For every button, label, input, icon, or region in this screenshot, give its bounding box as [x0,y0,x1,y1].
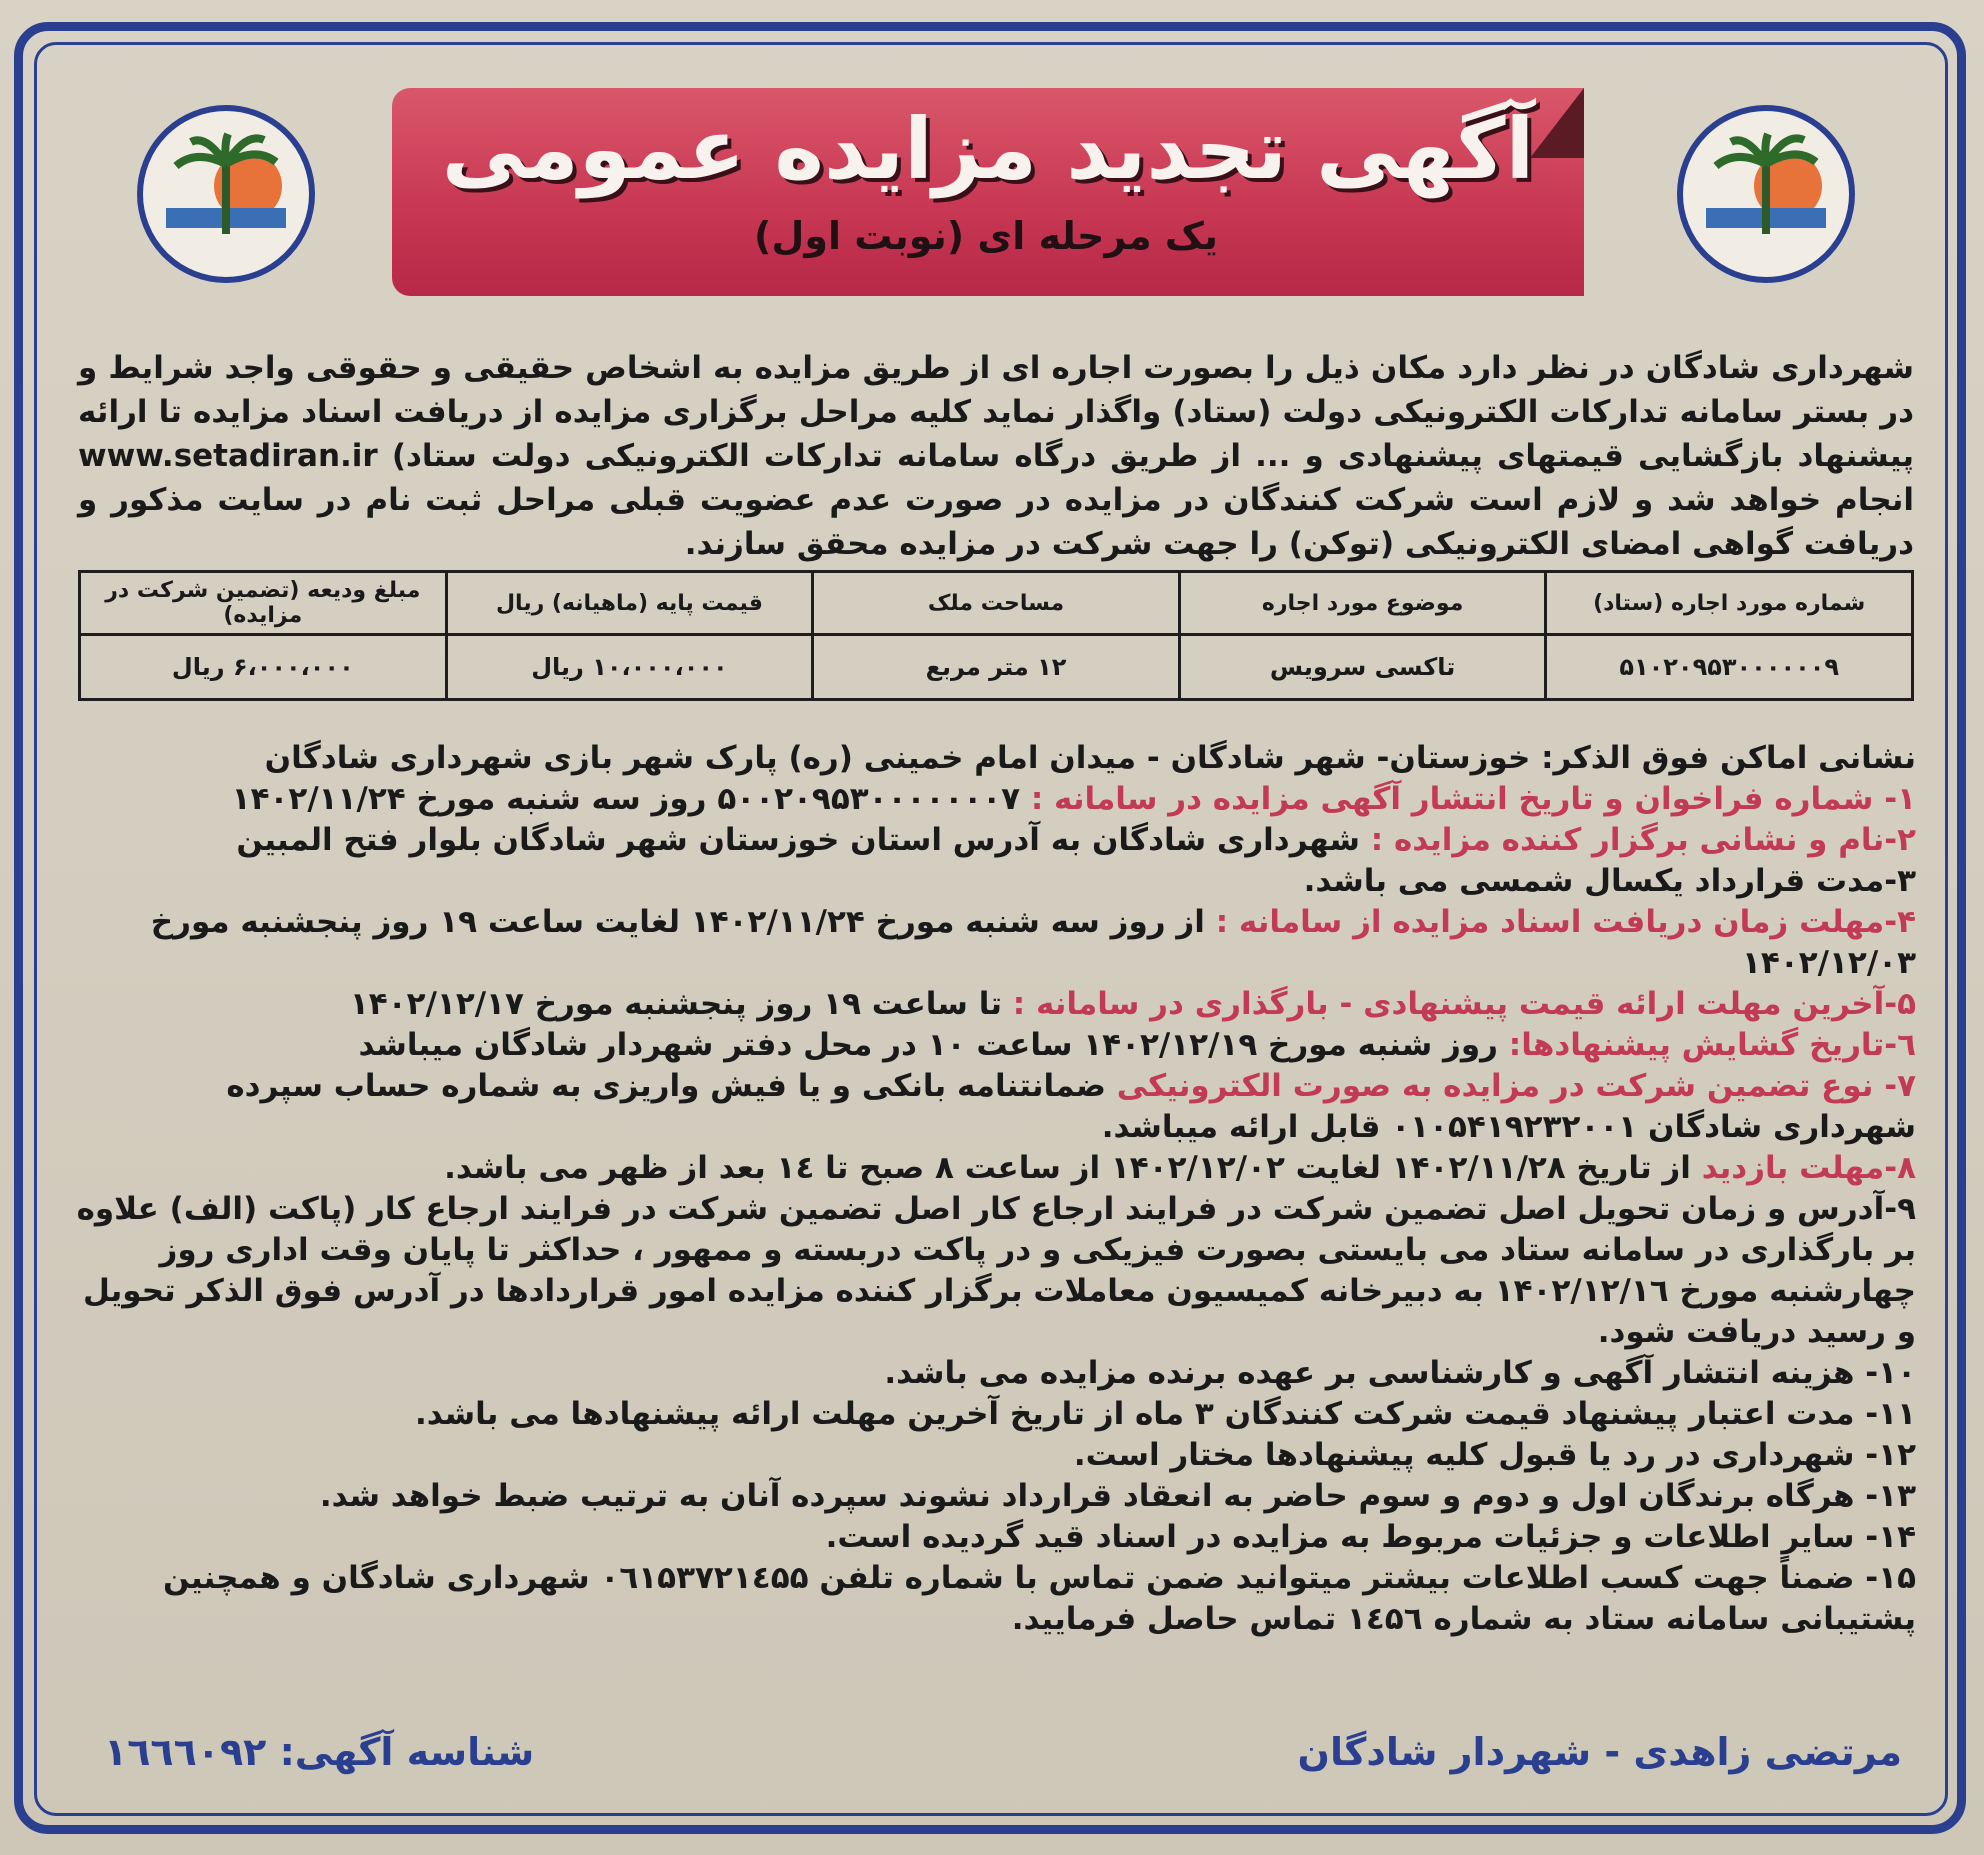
item-label: ٦-تاریخ گشایش پیشنهادها: [1508,1027,1916,1063]
intro-text-end: انجام خواهد شد و لازم است شرکت کنندگان در مزایده در صورت عدم عضویت قبلی مراحل ثبت نام در سایت مذکور و دریافت گواهی امضای الکترونیکی (توکن) را جهت شرکت در مزایده محقق سازند. [78,482,1914,562]
item-text: ۱۳- هرگاه برندگان اول و دوم و سوم حاضر به انعقاد قرارداد نشوند سپرده آنان به ترتیب ضبط خواهد شد. [319,1478,1916,1514]
item-text: ضمانتنامه بانکی و یا فیش واریزی به شماره حساب سپرده شهرداری شادگان ۰۱۰۵۴۱۹۲۳۲۰۰۱ قابل ارائه میباشد. [226,1068,1916,1145]
item-label: ۷- نوع تضمین شرکت در مزایده به صورت الکترونیکی [1116,1068,1916,1104]
cell-area: ۱۲ متر مربع [813,635,1180,700]
ad-id: شناسه آگهی: ۱٦٦٦۰۹۲ [104,1730,535,1774]
item-text: ۱۲- شهرداری در رد یا قبول کلیه پیشنهادها مختار است. [1073,1437,1916,1473]
col-header-area: مساحت ملک [813,572,1180,635]
list-item [76,1353,1916,1394]
list-item [76,861,1916,902]
table-header-row [80,572,1913,635]
cell-deposit: ۶،۰۰۰،۰۰۰ ریال [80,635,447,700]
ad-subtitle: یک مرحله ای (نوبت اول) [754,214,1218,258]
conditions-list [76,738,1916,1640]
list-item [76,820,1916,861]
cell-subject: تاکسی سرویس [1179,635,1546,700]
item-text: تا ساعت ۱۹ روز پنجشنبه مورخ ۱۴۰۲/۱۲/۱۷ [349,986,1002,1022]
item-text: شهرداری شادگان به آدرس استان خوزستان شهر شادگان بلوار فتح المبین [236,822,1360,858]
item-text: از روز سه شنبه مورخ ۱۴۰۲/۱۱/۲۴ لغایت ساعت ۱۹ روز پنجشنبه مورخ ۱۴۰۲/۱۲/۰۳ [150,904,1916,981]
item-text: روز شنبه مورخ ۱۴۰۲/۱۲/۱۹ ساعت ۱۰ در محل دفتر شهردار شادگان میباشد [358,1027,1498,1063]
item-text: ۵۰۰۲۰۹۵۳۰۰۰۰۰۰۰۷ روز سه شنبه مورخ ۱۴۰۲/۱۱/۲۴ [231,781,1021,817]
list-item [76,1148,1916,1189]
list-item [76,902,1916,984]
table-row [80,635,1913,700]
cell-setad-number: ۵۱۰۲۰۹۵۳۰۰۰۰۰۰۹ [1546,635,1913,700]
item-label: ۴-مهلت زمان دریافت اسناد مزایده از سامانه : [1215,904,1916,940]
item-text: ۳-مدت قرارداد یکسال شمسی می باشد. [1303,863,1916,899]
item-text: ۹-آدرس و زمان تحویل اصل تضمین شرکت در فرایند ارجاع کار اصل تضمین شرکت در فرایند ارجاع کار (پاکت (الف) علاوه بر بارگذاری در سامانه ستاد می بایستی بصورت فیزیکی و در پاکت دربسته و ممهور ، حداکثر تا پایان وقت اداری روز چهارشنبه مورخ ۱۴۰۲/۱۲/۱٦ به دبیرخانه کمیسیون معاملات برگزار کننده مزایده امور قراردادها در آدرس فوق الذکر تحویل و رسید دریافت شود. [76,1191,1916,1350]
list-item [76,1394,1916,1435]
list-item [76,1189,1916,1353]
list-item [76,984,1916,1025]
ad-title: آگهی تجدید مزایده عمومی [441,100,1535,198]
item-text: ۱۱- مدت اعتبار پیشنهاد قیمت شرکت کنندگان ۳ ماه از تاریخ آخرین مهلت ارائه پیشنهادها می باشد. [414,1396,1916,1432]
lease-table [78,570,1914,701]
item-label: ۵-آخرین مهلت ارائه قیمت پیشنهادی - بارگذاری در سامانه : [1012,986,1916,1022]
municipality-logo-right [1676,104,1856,284]
col-header-base-price: قیمت پایه (ماهیانه) ریال [446,572,813,635]
item-text: ۱۵- ضمناً جهت کسب اطلاعات بیشتر میتوانید ضمن تماس با شماره تلفن ۰٦۱۵۳۷۲۱٤۵۵ شهرداری شادگان و همچنین پشتیبانی سامانه ستاد به شماره ١٤۵٦ تماس حاصل فرمایید. [162,1560,1916,1637]
signatory: مرتضی زاهدی - شهردار شادگان [1297,1730,1902,1774]
item-text: ۱۰- هزینه انتشار آگهی و کارشناسی بر عهده برنده مزایده می باشد. [884,1355,1916,1391]
col-header-subject: موضوع مورد اجاره [1179,572,1546,635]
item-text: از تاریخ ۱۴۰۲/۱۱/۲۸ لغایت ۱۴۰۲/۱۲/۰۲ از ساعت ۸ صبح تا ١٤ بعد از ظهر می باشد. [444,1150,1691,1186]
list-item [76,1476,1916,1517]
list-item [76,1435,1916,1476]
item-label: ۲-نام و نشانی برگزار کننده مزایده : [1370,822,1916,858]
intro-text: شهرداری شادگان در نظر دارد مکان ذیل را بصورت اجاره ای از طریق مزایده به اشخاص حقیقی و حقوقی واجد شرایط و در بستر سامانه تدارکات الکترونیکی دولت (ستاد) واگذار نماید کلیه مراحل برگزاری مزایده از دریافت اسناد مزایده تا ارائه پیشنهاد بازگشایی قیمتهای پیشنهادی و ... از طریق درگاه سامانه تدارکات الکترونیکی دولت ستاد) [78,350,1914,474]
address-line: نشانی اماکن فوق الذکر: خوزستان- شهر شادگان - میدان امام خمینی (ره) پارک شهر بازی شهرداری شادگان [264,740,1916,776]
municipality-logo-left [136,104,316,284]
item-text: ۱۴- سایر اطلاعات و جزئیات مربوط به مزایده در اسناد قید گردیده است. [825,1519,1916,1555]
list-item [76,1066,1916,1148]
item-label: ۸-مهلت بازدید [1701,1150,1916,1186]
list-item [76,1517,1916,1558]
item-label: ۱- شماره فراخوان و تاریخ انتشار آگهی مزایده در سامانه : [1030,781,1916,817]
list-item [76,1558,1916,1640]
intro-paragraph [78,346,1914,566]
col-header-setad-number: شماره مورد اجاره (ستاد) [1546,572,1913,635]
col-header-deposit: مبلغ ودیعه (تضمین شرکت در مزایده) [80,572,447,635]
list-item [76,1025,1916,1066]
cell-base-price: ۱۰،۰۰۰،۰۰۰ ریال [446,635,813,700]
setad-url[interactable]: www.setadiran.ir [78,438,378,474]
list-item [76,779,1916,820]
